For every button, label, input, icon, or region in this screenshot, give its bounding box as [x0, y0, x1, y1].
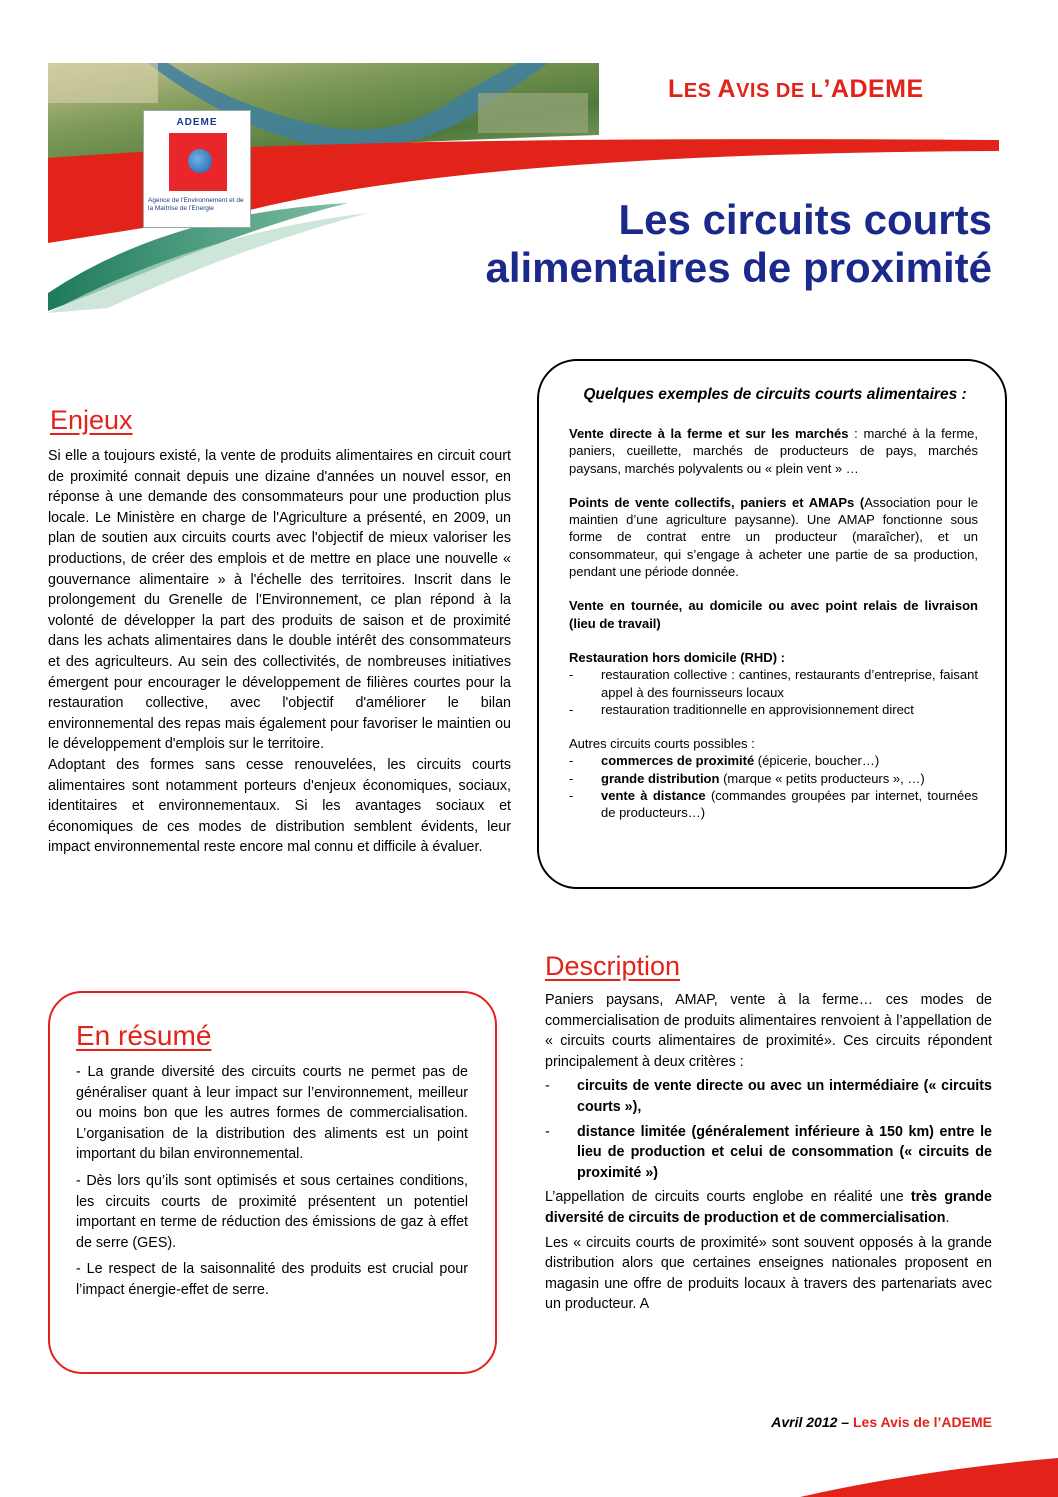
enjeux-body — [48, 446, 511, 858]
example-vente-directe: Vente directe à la ferme et sur les marchés : marché à la ferme, paniers, cueillette, marchés de producteurs de pays, marchés paysans, marchés polyvalents ou « plein vent » … — [569, 426, 978, 476]
list-item: - distance limitée (généralement inférieure à 150 km) entre le lieu de production et celui de consommation (« circuits de proximité ») — [545, 1123, 992, 1181]
series-title: LES AVIS DE L’ADEME — [668, 75, 924, 103]
resume-body — [76, 1062, 468, 1307]
description-paragraph-1: Paniers paysans, AMAP, vente à la ferme… ces modes de commercialisation de produits alimentaires renvoient à l’appellation de « circuits courts alimentaires de proximité». Ces circuits répondent principalement à deux critères : — [545, 992, 992, 1070]
description-body — [545, 990, 992, 1319]
example-vente-tournee: Vente en tournée, au domicile ou avec point relais de livraison (lieu de travail) — [569, 598, 978, 631]
list-item: - commerces de proximité (épicerie, boucher…) — [569, 753, 880, 769]
description-paragraph-2: L’appellation de circuits courts englobe en réalité une très grande diversité de circuits de production et de commercialisation. — [545, 1189, 992, 1226]
description-paragraph-3: Les « circuits courts de proximité» sont souvent opposés à la grande distribution alors que certaines enseignes nationales proposent en magasin une offre de produits locaux à travers des partenariats avec un producteur. A — [545, 1234, 992, 1313]
ademe-logo — [143, 110, 251, 228]
example-rhd: Restauration hors domicile (RHD) : — [569, 649, 785, 665]
resume-point-2: - Dès lors qu’ils sont optimisés et sous certaines conditions, les circuits courts de proximité présentent un potentiel important en terme de réduction des émissions de gaz à effet de serre (GES). — [76, 1172, 468, 1251]
globe-icon — [188, 149, 212, 173]
examples-heading: Quelques exemples de circuits courts alimentaires : — [583, 386, 967, 403]
example-points-de-vente: Points de vente collectifs, paniers et AMAPs (Association pour le maintien d’une agriculture paysanne). Une AMAP fonctionne sous forme de contrat entre un producteur (maraîcher), et un consommateur, qui s’engage à acheter une partie de sa production, pendant une période donnée. — [569, 494, 979, 580]
title-line-2: alimentaires de proximité — [485, 244, 992, 291]
enjeux-paragraph-1: Si elle a toujours existé, la vente de produits alimentaires en circuit court de proximité connait depuis une dizaine d'années un nouvel essor, en réponse à une demande des consommateurs pour une production plus locale. Le Ministère en charge de l'Agriculture a présenté, en 2009, un plan de soutien aux circuits courts avec l'objectif de mieux valoriser les productions, de créer des emplois et de mettre en place une nouvelle « gouvernance alimentaire » à l'échelle des territoires. Inscrit dans le prolongement du Grenelle de l'Environnement, ce plan répond à la volonté de développer la part des produits de saison et de proximité dans les achats alimentaires dans le double intérêt des consommateurs et des agriculteurs. Au sein des collectivités, de nombreuses initiatives émergent pour encourager le développement de filières courtes pour la restauration collective, avec l'objectif d'améliorer le bilan environnemental des repas mais également pour favoriser le maintien ou le développement d'emplois sur le territoire. — [48, 448, 511, 753]
description-heading: Description — [545, 951, 681, 981]
footer-date: Avril 2012 — [771, 1414, 838, 1430]
resume-point-1: - La grande diversité des circuits courts ne permet pas de généraliser quant à leur impact sur l’environnement, meilleur ou moins bon que les autres formes de commercialisation. L’organisation de la distribution des aliments est un point important du bilan environnemental. — [76, 1064, 468, 1163]
list-item: - restauration traditionnelle en approvisionnement direct — [569, 701, 914, 717]
logo-name: ADEME — [176, 117, 218, 128]
footer: Avril 2012 – Les Avis de l’ADEME — [771, 1414, 992, 1430]
list-item: - vente à distance (commandes groupées par internet, tournées de producteurs…) — [569, 788, 978, 821]
page-title — [340, 196, 992, 292]
enjeux-paragraph-2: Adoptant des formes sans cesse renouvelées, les circuits courts alimentaires sont notamment porteurs d'enjeux économiques, sociaux, identitaires et environnementaux. Si les avantages sociaux et économiques de ces modes de distribution semblent évidents, leur impact environnemental reste encore mal connu et difficile à évaluer. — [48, 756, 511, 856]
examples-body — [569, 425, 978, 822]
list-item: - restauration collective : cantines, restaurants d’entreprise, faisant appel à des fournisseurs locaux — [569, 667, 978, 700]
list-item: - grande distribution (marque « petits producteurs », …) — [569, 770, 925, 786]
resume-heading: En résumé — [76, 1020, 212, 1051]
corner-swoosh — [800, 1440, 1058, 1497]
title-line-1: Les circuits courts — [618, 196, 992, 243]
logo-subtitle: Agence de l'Environnement et de la Maîtrise de l'Energie — [148, 197, 244, 212]
enjeux-heading: Enjeux — [50, 405, 133, 435]
resume-point-3: - Le respect de la saisonnalité des produits est crucial pour l’impact énergie-effet de serre. — [76, 1261, 468, 1298]
list-item: - circuits de vente directe ou avec un intermédiaire (« circuits courts »), — [545, 1078, 992, 1115]
example-autres: Autres circuits courts possibles : — [569, 736, 755, 752]
footer-series: Les Avis de l’ADEME — [852, 1414, 992, 1430]
